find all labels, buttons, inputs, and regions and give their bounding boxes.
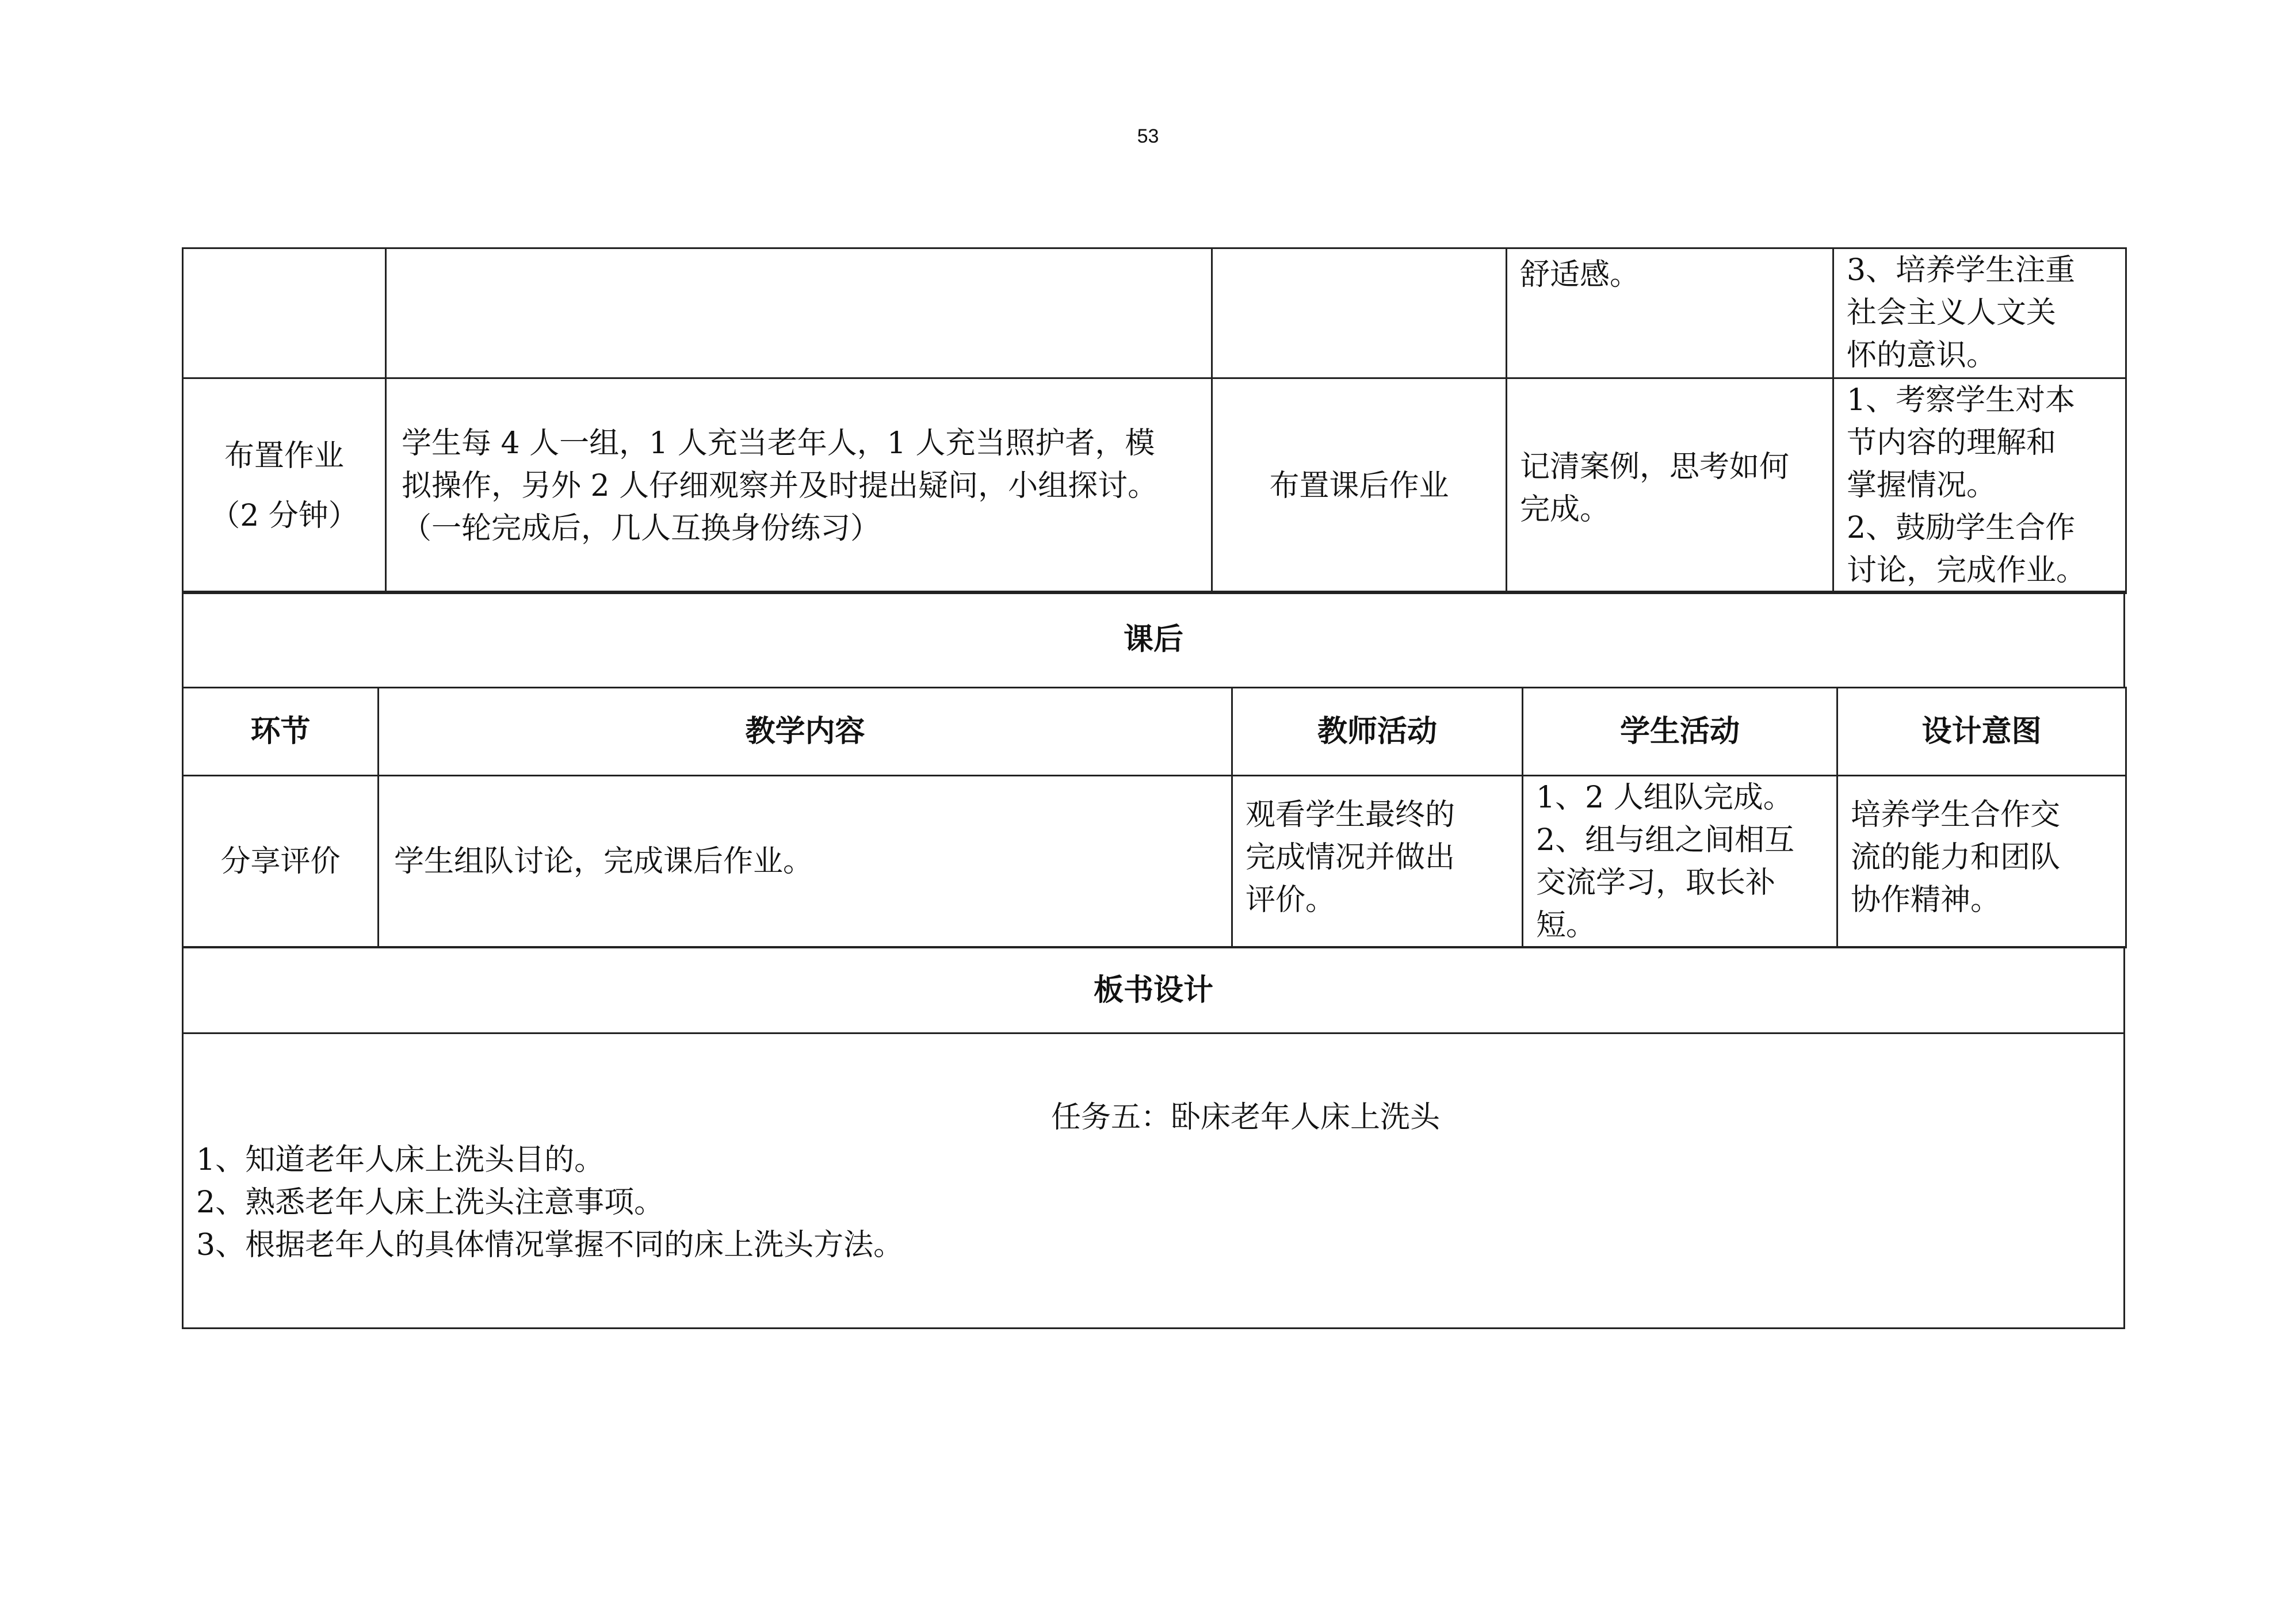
table-row bbox=[183, 378, 2126, 594]
student-line: 2、组与组之间相互 bbox=[1536, 823, 1795, 858]
header-student: 学生活动 bbox=[1523, 688, 1837, 776]
header-intent: 设计意图 bbox=[1837, 688, 2126, 776]
table-row bbox=[183, 248, 2126, 378]
intent-line: 协作精神。 bbox=[1851, 883, 2001, 917]
intent-line: 节内容的理解和 bbox=[1847, 426, 2057, 460]
intent-line: 怀的意识。 bbox=[1847, 338, 1997, 373]
stage-cell bbox=[183, 248, 386, 378]
board-item: 2、熟悉老年人床上洗头注意事项。 bbox=[196, 1185, 664, 1220]
student-line: 1、2 人组队完成。 bbox=[1536, 780, 1793, 815]
teacher-cell bbox=[1212, 378, 1507, 594]
header-content: 教学内容 bbox=[379, 688, 1232, 776]
teacher-line: 评价。 bbox=[1246, 883, 1336, 917]
student-line: 短。 bbox=[1536, 908, 1596, 943]
intent-cell bbox=[1833, 378, 2126, 594]
teacher-cell bbox=[1232, 776, 1523, 948]
board-content-cell bbox=[183, 1033, 2125, 1329]
board-title: 任务五：卧床老年人床上洗头 bbox=[1050, 1100, 1440, 1135]
stage-label: 布置作业 bbox=[224, 438, 344, 473]
section-title: 课后 bbox=[183, 592, 2125, 688]
after-class-section bbox=[182, 591, 2125, 688]
board-design-table bbox=[182, 946, 2125, 1329]
content-line: （一轮完成后，几人互换身份练习） bbox=[402, 511, 881, 546]
board-item: 1、知道老年人床上洗头目的。 bbox=[196, 1143, 605, 1177]
student-line: 完成。 bbox=[1520, 492, 1610, 527]
student-cell bbox=[1523, 776, 1837, 948]
board-design-title: 板书设计 bbox=[183, 947, 2125, 1033]
intent-cell bbox=[1837, 776, 2126, 948]
content-cell: 学生组队讨论，完成课后作业。 bbox=[379, 776, 1232, 948]
stage-cell bbox=[183, 378, 386, 594]
student-line: 记清案例，思考如何 bbox=[1520, 449, 1790, 484]
header-row bbox=[183, 688, 2126, 776]
teacher-line: 观看学生最终的 bbox=[1246, 798, 1455, 832]
intent-line: 2、鼓励学生合作 bbox=[1847, 511, 2076, 545]
header-teacher: 教师活动 bbox=[1232, 688, 1523, 776]
lesson-table-top bbox=[182, 247, 2127, 594]
student-cell bbox=[1507, 378, 1833, 594]
intent-line: 掌握情况。 bbox=[1847, 468, 1997, 503]
lesson-table-after bbox=[182, 687, 2127, 948]
stage-duration: （2 分钟） bbox=[210, 498, 358, 533]
intent-line: 流的能力和团队 bbox=[1851, 840, 2061, 875]
student-cell bbox=[1507, 248, 1833, 378]
table-row bbox=[183, 776, 2126, 948]
intent-line: 3、培养学生注重 bbox=[1847, 253, 2076, 288]
stage-cell: 分享评价 bbox=[183, 776, 379, 948]
board-item: 3、根据老年人的具体情况掌握不同的床上洗头方法。 bbox=[196, 1228, 904, 1262]
intent-line: 讨论，完成作业。 bbox=[1847, 553, 2087, 588]
intent-line: 社会主义人文关 bbox=[1847, 296, 2057, 330]
content-cell bbox=[386, 378, 1212, 594]
content-line: 学生每 4 人一组，1 人充当老年人，1 人充当照护者，模 bbox=[402, 426, 1155, 461]
student-line: 交流学习，取长补 bbox=[1536, 866, 1776, 900]
intent-cell bbox=[1833, 248, 2126, 378]
intent-line: 培养学生合作交 bbox=[1851, 798, 2061, 832]
teacher-activity-text: 布置课后作业 bbox=[1269, 468, 1449, 503]
intent-line: 1、考察学生对本 bbox=[1847, 383, 2076, 418]
content-line: 拟操作，另外 2 人仔细观察并及时提出疑问，小组探讨。 bbox=[402, 468, 1158, 503]
content-cell bbox=[386, 248, 1212, 378]
page-number: 53 bbox=[1137, 125, 1159, 147]
header-stage: 环节 bbox=[183, 688, 379, 776]
teacher-cell bbox=[1212, 248, 1507, 378]
teacher-line: 完成情况并做出 bbox=[1246, 840, 1455, 875]
student-activity-text: 舒适感。 bbox=[1520, 258, 1640, 292]
